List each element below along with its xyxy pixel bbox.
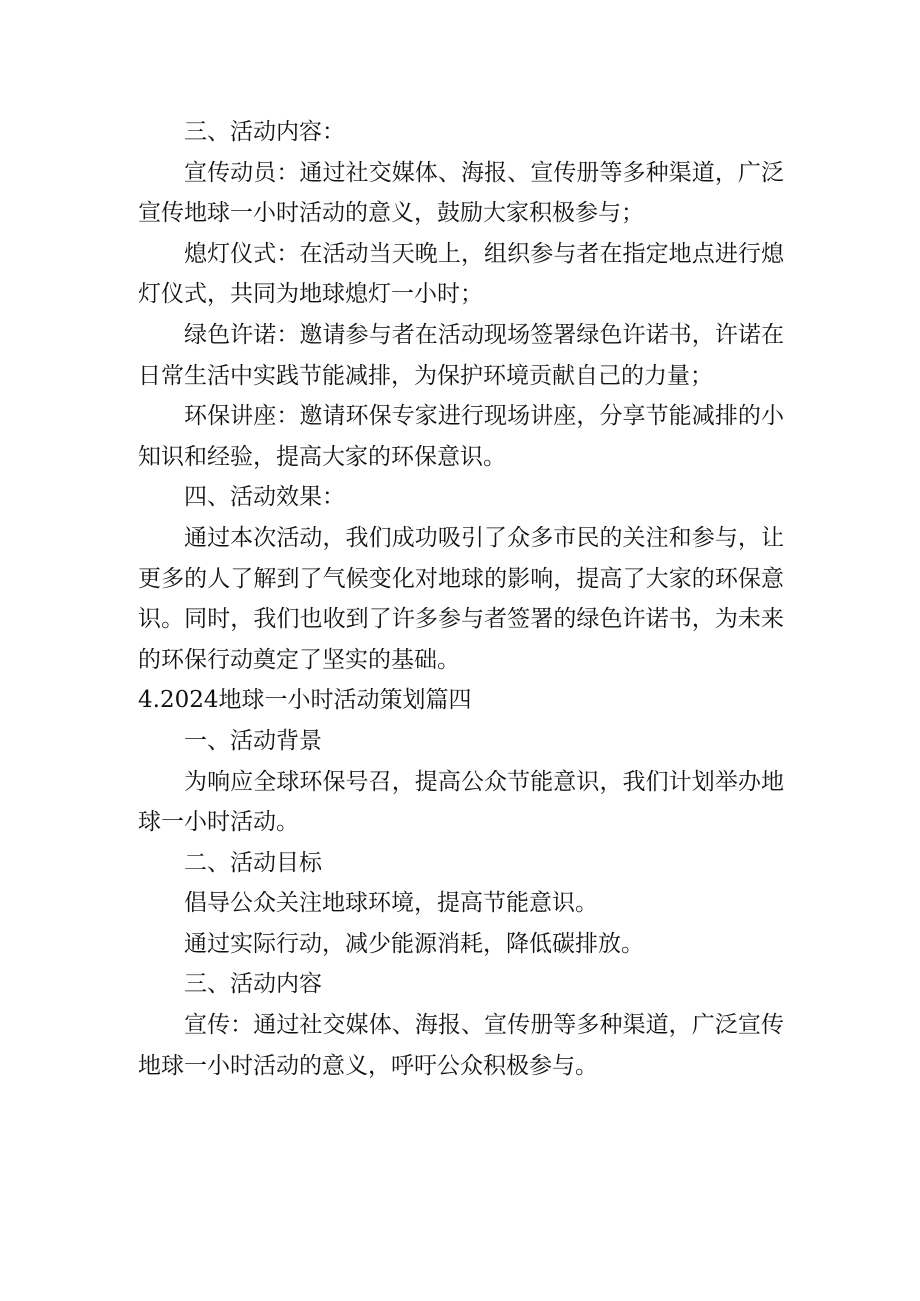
paragraph-publicity: 宣传动员：通过社交媒体、海报、宣传册等多种渠道，广泛宣传地球一小时活动的意义，鼓励大家积极参与； xyxy=(138,159,784,227)
paragraph-green-pledge: 绿色许诺：邀请参与者在活动现场签署绿色许诺书，许诺在日常生活中实践节能减排，为保护环境贡献自己的力量； xyxy=(138,321,784,389)
paragraph-promotion: 宣传：通过社交媒体、海报、宣传册等多种渠道，广泛宣传地球一小时活动的意义，呼吁公众积极参与。 xyxy=(138,1012,784,1079)
paragraph-lights-off: 熄灯仪式：在活动当天晚上，组织参与者在指定地点进行熄灯仪式，共同为地球熄灯一小时； xyxy=(138,240,784,308)
document-body xyxy=(138,112,784,1086)
section-heading-3: 三、活动内容： xyxy=(184,119,345,145)
section-heading-content: 三、活动内容 xyxy=(184,971,322,998)
paragraph-goal-1: 倡导公众关注地球环境，提高节能意识。 xyxy=(184,890,598,917)
paragraph-effect: 通过本次活动，我们成功吸引了众多市民的关注和参与，让更多的人了解到了气候变化对地球的影响，提高了大家的环保意识。同时，我们也收到了许多参与者签署的绿色许诺书，为未来的环保行动奠定了坚实的基础。 xyxy=(138,524,784,673)
paragraph-lecture: 环保讲座：邀请环保专家进行现场讲座，分享节能减排的小知识和经验，提高大家的环保意识。 xyxy=(138,403,784,470)
paragraph-background: 为响应全球环保号召，提高公众节能意识，我们计划举办地球一小时活动。 xyxy=(138,768,784,836)
section-heading-4: 四、活动效果： xyxy=(184,484,345,511)
section-heading-goals: 二、活动目标 xyxy=(184,849,322,876)
chapter-title: 4.2024地球一小时活动策划篇四 xyxy=(138,687,472,714)
section-heading-background: 一、活动背景 xyxy=(184,727,322,754)
paragraph-goal-2: 通过实际行动，减少能源消耗，降低碳排放。 xyxy=(184,930,644,957)
